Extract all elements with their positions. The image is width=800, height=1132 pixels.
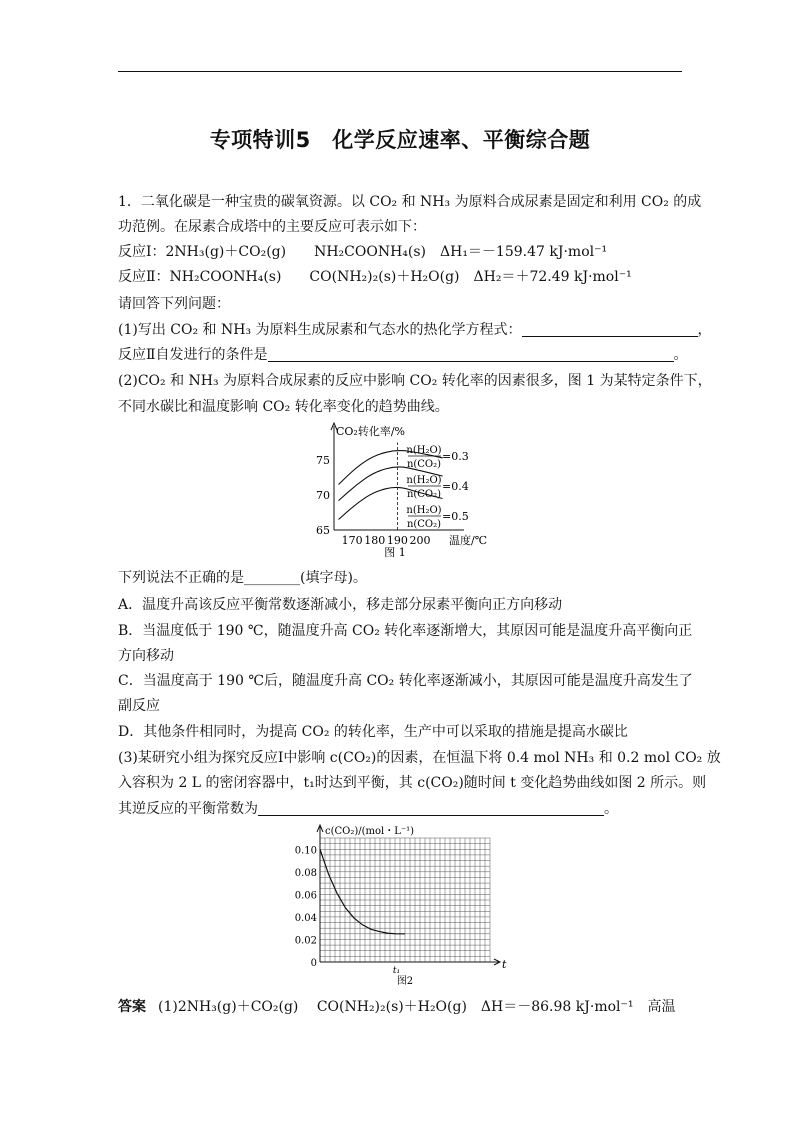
- fig1-label-ratio-0: =0.3: [442, 450, 469, 463]
- answer-text: (1)2NH₃(g)＋CO₂(g) CO(NH₂)₂(s)＋H₂O(g) ΔH＝－86.98 kJ·mol⁻¹ 高温: [158, 999, 676, 1015]
- fig1-xtick-3: 200: [409, 534, 431, 547]
- part1-line: [118, 320, 712, 340]
- answer-blank-2[interactable]: [268, 347, 674, 362]
- fig1-label-den-0: n(CO₂): [406, 459, 442, 470]
- part1-comma: ，: [697, 322, 712, 338]
- q1-intro-line1: 1．二氧化碳是一种宝贵的碳氧资源。以 CO₂ 和 NH₃ 为原料合成尿素是固定和利用 CO₂ 的成: [118, 194, 702, 210]
- part3-line2: 入容积为 2 L 的密闭容器中，t₁时达到平衡，其 c(CO₂)随时间 t 变化趋势曲线如图 2 所示。则: [118, 775, 707, 791]
- fig2-ytick-1: 0.02: [294, 935, 317, 947]
- fig1-ylabel: CO₂转化率/%: [336, 425, 406, 438]
- fig1-ytick-1: 70: [316, 489, 330, 502]
- part3-line3: [118, 799, 618, 819]
- fig1-xtick-1: 180: [364, 534, 386, 547]
- answer-blank-3[interactable]: [258, 801, 604, 816]
- fig2-ytick-5: 0.10: [294, 845, 317, 857]
- fig1-ytick-0: 65: [316, 524, 330, 537]
- fig1-label-den-1: n(CO₂): [406, 489, 442, 500]
- fig1-xtick-2: 190: [386, 534, 408, 547]
- fig2-ytick-2: 0.04: [294, 912, 317, 924]
- header-rule: [118, 71, 682, 72]
- option-c-line1: C．当温度高于 190 ℃后，随温度升高 CO₂ 转化率逐渐减小，其原因可能是温度升高发生了: [118, 673, 693, 689]
- part3-line1: (3)某研究小组为探究反应Ⅰ中影响 c(CO₂)的因素，在恒温下将 0.4 mol NH₃ 和 0.2 mol CO₂ 放: [118, 750, 721, 766]
- fig2-ytick-4: 0.08: [294, 867, 317, 879]
- fig2-ylabel: c(CO₂)/(mol・L⁻¹): [325, 826, 415, 837]
- answer-label: 答案: [118, 999, 146, 1015]
- fig2-curve: [320, 849, 405, 934]
- page-title: 专项特训5 化学反应速率、平衡综合题: [209, 128, 591, 152]
- part2-line1: (2)CO₂ 和 NH₃ 为原料合成尿素的反应中影响 CO₂ 转化率的因素很多，图 1 为某特定条件下，: [118, 373, 712, 389]
- option-c-line2: 副反应: [118, 698, 160, 714]
- fig2-ytick-0: 0: [310, 958, 317, 969]
- part2-line2: 不同水碳比和温度影响 CO₂ 转化率变化的趋势曲线。: [118, 399, 449, 415]
- part2-question: 下列说法不正确的是________(填字母)。: [118, 570, 367, 586]
- fig1-label-num-0: n(H₂O): [406, 445, 442, 456]
- option-d: D．其他条件相同时，为提高 CO₂ 的转化率，生产中可以采取的措施是提高水碳比: [118, 724, 628, 740]
- answer-line: [118, 997, 676, 1017]
- part1b-text: 反应Ⅱ自发进行的条件是: [118, 347, 268, 363]
- part1b-period: 。: [673, 347, 688, 363]
- option-b-line2: 方向移动: [118, 648, 174, 664]
- figure-2-chart: [290, 822, 520, 990]
- fig2-caption: 图2: [396, 976, 414, 987]
- fig1-label-ratio-1: =0.4: [442, 480, 469, 493]
- figure-1-chart: [300, 420, 500, 560]
- answer-blank-1[interactable]: [522, 322, 698, 337]
- part1-text: (1)写出 CO₂ 和 NH₃ 为原料生成尿素和气态水的热化学方程式：: [118, 322, 522, 338]
- fig1-ytick-2: 75: [316, 454, 330, 467]
- option-b-line1: B．当温度低于 190 ℃，随温度升高 CO₂ 转化率逐渐增大，其原因可能是温度升高平衡向正: [118, 623, 693, 639]
- option-a: A．温度升高该反应平衡常数逐渐减小，移走部分尿素平衡向正方向移动: [118, 597, 563, 613]
- q1-intro-line2: 功范例。在尿素合成塔中的主要反应可表示如下：: [118, 219, 426, 235]
- fig1-caption: 图 1: [384, 546, 406, 559]
- part3-text: 其逆反应的平衡常数为: [118, 801, 258, 817]
- fig2-t1-label: t₁: [392, 966, 401, 976]
- question-prompt: 请回答下列问题：: [118, 296, 230, 312]
- fig2-ytick-3: 0.06: [294, 890, 317, 902]
- fig1-xlabel: 温度/℃: [448, 534, 488, 547]
- part3-period: 。: [604, 801, 618, 817]
- reaction-1: 反应Ⅰ：2NH₃(g)＋CO₂(g) NH₂COONH₄(s) ΔH₁＝－159.47 kJ·mol⁻¹: [118, 244, 608, 260]
- fig2-xlabel: t: [502, 958, 507, 971]
- part1b-line: [118, 345, 688, 365]
- fig1-label-ratio-2: =0.5: [442, 510, 469, 523]
- fig1-xtick-0: 170: [341, 534, 363, 547]
- fig1-label-num-2: n(H₂O): [406, 505, 442, 516]
- fig1-label-den-2: n(CO₂): [406, 519, 442, 530]
- reaction-2: 反应Ⅱ：NH₂COONH₄(s) CO(NH₂)₂(s)＋H₂O(g) ΔH₂＝＋72.49 kJ·mol⁻¹: [118, 269, 632, 285]
- fig1-label-num-1: n(H₂O): [406, 475, 442, 486]
